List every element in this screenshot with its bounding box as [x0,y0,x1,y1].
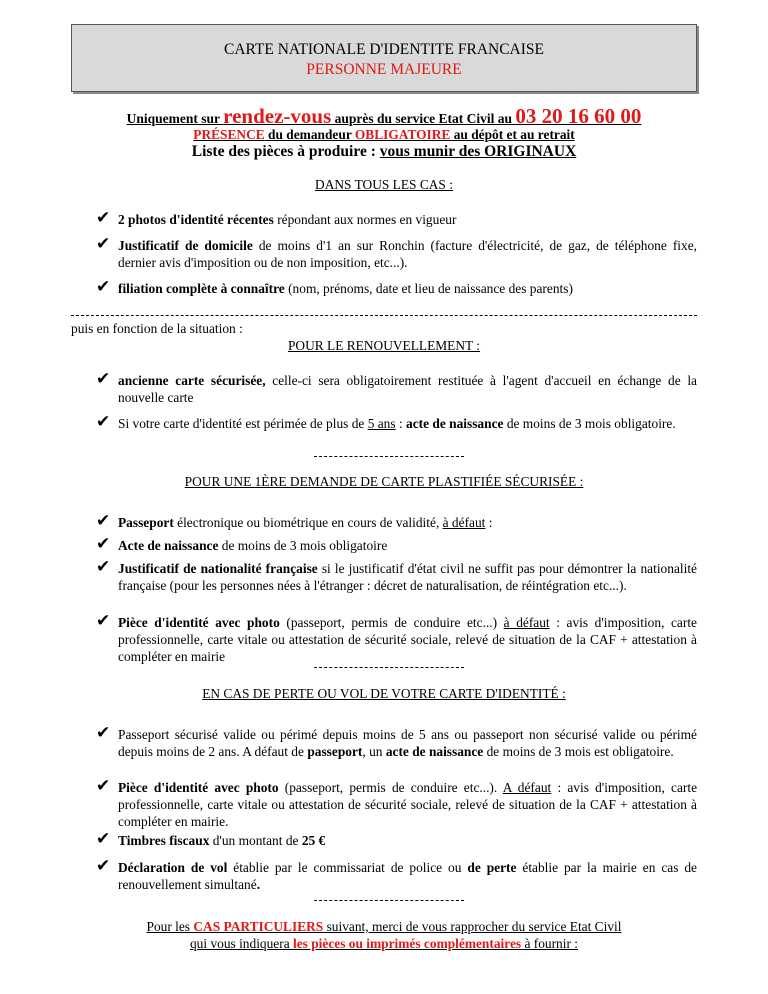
intro-line-1 [71,104,697,129]
intro-line-3 [71,143,697,161]
item-bold: . [256,877,261,892]
loss-item-3 [118,832,697,849]
originaux-text: vous munir des ORIGINAUX [379,143,577,160]
footer-line-1 [71,918,697,935]
first-request-item-4 [118,614,697,665]
footer-highlight: les pièces ou imprimés complémentaires [293,936,522,951]
item-text: : [485,515,493,530]
first-request-item-1 [118,514,697,531]
item-text: Passeport sécurisé valide ou périmé depuis moins de 5 ans ou passeport non sécurisé valide ou périmé depuis moins de 2 ans. A défaut de [118,727,697,759]
renewal-item-2 [118,415,697,432]
first-request-item-2 [118,537,697,554]
footer-line-2 [71,935,697,952]
item-text: de moins de 3 mois obligatoire [218,538,388,553]
footer-text: Pour les [146,919,194,934]
check-mark-icon: ✔ [96,776,111,796]
item-text: : avis d'imposition, carte professionnelle, carte vitale ou attestation de sécurité sociale, relevé de situation de la CAF + attestation à compléter en mairie. [118,780,698,829]
item-underlined: 5 ans [367,416,396,431]
section-divider [314,900,464,901]
loss-heading: EN CAS DE PERTE OU VOL DE VOTRE CARTE D'IDENTITÉ : [202,686,566,701]
check-mark-icon: ✔ [96,534,111,554]
item-text: répondant aux normes en vigueur [273,212,457,227]
item-text: établie par la mairie en cas de renouvellement simultané [118,860,697,892]
item-bold: acte de naissance [385,744,484,759]
check-mark-icon: ✔ [96,557,111,577]
footer-text: à fournir : [521,936,578,951]
item-bold: ancienne carte sécurisée, [118,373,266,388]
item-text: établie par le commissariat de police ou [227,860,468,875]
intro-text-c: auprès du service Etat Civil au [331,111,516,126]
item-bold: filiation complète à connaître [118,281,285,296]
item-underlined: A défaut [502,780,552,795]
first-request-heading: POUR UNE 1ÈRE DEMANDE DE CARTE PLASTIFIÉE SÉCURISÉE : [184,474,584,489]
intro-line2-b: du demandeur [264,127,355,142]
all-cases-item-3 [118,280,697,297]
item-text: (passeport, permis de conduire etc...). [278,780,503,795]
item-bold: 2 photos d'identité récentes [118,212,274,227]
check-mark-icon: ✔ [96,829,111,849]
item-underlined: à défaut [442,515,486,530]
intro-rendezvous: rendez-vous [223,104,332,128]
check-mark-icon: ✔ [96,511,111,531]
item-bold: Déclaration de vol [118,860,228,875]
footer-highlight: CAS PARTICULIERS [193,919,324,934]
item-text: d'un montant de [209,833,302,848]
item-text: (passeport, permis de conduire etc...) [279,615,504,630]
loss-item-1 [118,726,697,760]
item-bold: Justificatif de nationalité française [118,561,318,576]
item-text: celle-ci sera obligatoirement restituée à l'agent d'accueil en échange de la nouvelle carte [118,373,697,405]
subtitle-red: PERSONNE [306,61,387,78]
check-mark-icon: ✔ [96,856,111,876]
item-bold: Timbres fiscaux [118,833,210,848]
check-mark-icon: ✔ [96,369,111,389]
first-request-item-3 [118,560,697,594]
item-text: de moins de 3 mois obligatoire. [503,416,676,431]
footer-text: qui vous indiquera [189,936,294,951]
renewal-heading: POUR LE RENOUVELLEMENT : [287,338,481,353]
presence-text: PRÉSENCE [193,127,265,142]
item-underlined: à défaut [503,615,550,630]
check-mark-icon: ✔ [96,234,111,254]
item-bold: de perte [467,860,517,875]
check-mark-icon: ✔ [96,412,111,432]
check-mark-icon: ✔ [96,208,111,228]
item-bold: passeport [307,744,363,759]
page-title: CARTE NATIONALE D'IDENTITE FRANCAISE [223,41,544,58]
situation-text: puis en fonction de la situation : [71,321,243,336]
item-text: : [395,416,407,431]
check-mark-icon: ✔ [96,611,111,631]
item-bold: Pièce d'identité avec photo [118,615,280,630]
item-bold: Passeport [118,515,174,530]
intro-line2-d: au dépôt et au retrait [450,127,575,142]
renewal-item-1 [118,372,697,406]
loss-item-4 [118,859,697,893]
item-text: , un [362,744,386,759]
item-text: : avis d'imposition, carte professionnelle, carte vitale ou attestation de sécurité sociale, relevé de situation de la CAF + attestation à compléter en mairie [118,615,698,664]
item-text: électronique ou biométrique en cours de validité, [173,515,443,530]
all-cases-heading: DANS TOUS LES CAS : [315,177,453,192]
all-cases-item-1 [118,211,697,228]
check-mark-icon: ✔ [96,723,111,743]
section-divider [314,456,464,457]
header-box [71,24,697,92]
item-bold: Justificatif de domicile [118,238,253,253]
loss-item-2 [118,779,697,830]
item-bold: Acte de naissance [118,538,219,553]
section-divider [71,315,697,316]
item-bold: acte de naissance [406,416,504,431]
item-bold: Pièce d'identité avec photo [118,780,279,795]
all-cases-item-2 [118,237,697,271]
section-divider [314,667,464,668]
subtitle-rest: MAJEURE [386,61,462,78]
page-subtitle [72,61,696,79]
intro-text-a: Uniquement sur [126,111,224,126]
item-text: (nom, prénoms, date et lieu de naissance des parents) [284,281,573,296]
phone-number: 03 20 16 60 00 [515,104,642,128]
intro-line-2 [71,127,697,143]
obligatoire-text: OBLIGATOIRE [354,127,451,142]
list-text: Liste des pièces à produire : [191,143,380,160]
footer-text: suivant, merci de vous rapprocher du service Etat Civil [323,919,622,934]
item-text: Si votre carte d'identité est périmée de plus de [118,416,368,431]
check-mark-icon: ✔ [96,277,111,297]
item-text: si le justificatif d'état civil ne suffit pas pour démontrer la nationalité française (pour les personnes nées à l'étranger : décret de naturalisation, de réintégration etc...). [118,561,697,593]
stamp-amount: 25 € [301,833,326,848]
item-text: de moins de 3 mois est obligatoire. [483,744,674,759]
item-text: de moins d'1 an sur Ronchin (facture d'électricité, de gaz, de téléphone fixe, dernier avis d'imposition ou de non imposition, etc...). [118,238,698,270]
